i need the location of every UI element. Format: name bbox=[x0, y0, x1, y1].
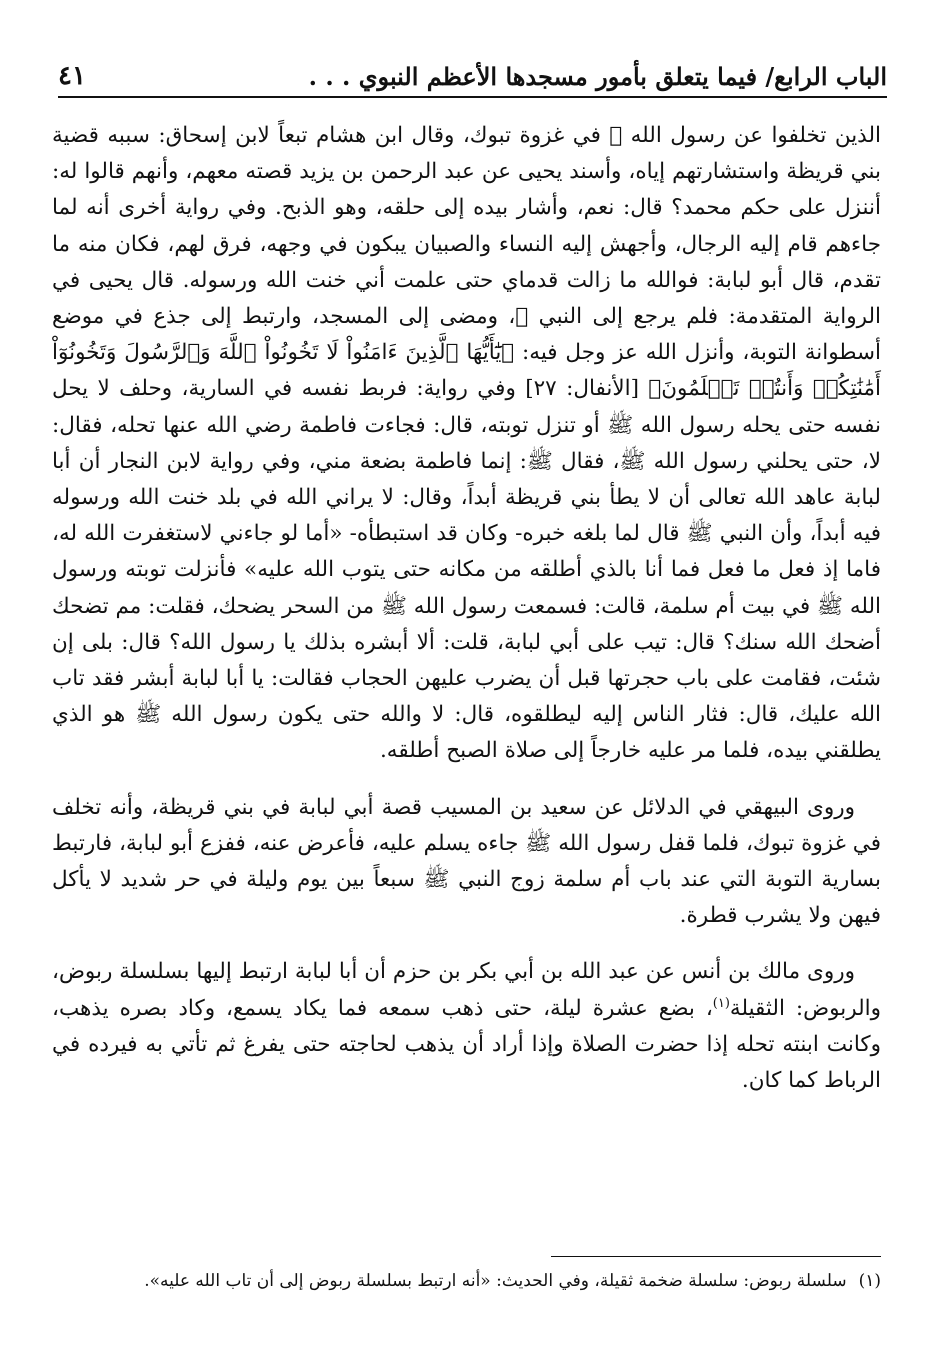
footnote bbox=[60, 1268, 881, 1294]
page-number: ٤١ bbox=[58, 61, 86, 91]
paragraph-1: الذين تخلفوا عن رسول الله ﷺ في غزوة تبوك، وقال ابن هشام تبعاً لابن إسحاق: سببه قضية بني قريظة واستشارتهم إياه، وأسند يحيى عن عبد الرحمن بن يزيد قصته معهم، وأنهم قالوا له: أننزل على حكم محمد؟ قال: نعم، وأشار بيده إلى حلقه، وهو الذبح. وفي رواية أخرى أنه لما جاءهم قام إليه الرجال، وأجهش إليه النساء والصبيان يبكون في وجهه، فرق لهم، فكان منه ما تقدم، قال أبو لبابة: فوالله ما زالت قدماي حتى علمت أني خنت الله ورسوله. قال يحيى في الرواية المتقدمة: فلم يرجع إلى النبي ﷺ، ومضى إلى المسجد، وارتبط إلى جذع في موضع أسطوانة التوبة، وأنزل الله عز وجل فيه: ﴿يَٰٓأَيُّهَا ٱلَّذِينَ ءَامَنُواْ لَا تَخُونُواْ ٱللَّهَ وَٱلرَّسُولَ وَتَخُونُوٓاْ أَمَٰنَٰتِكُمۡ وَأَنتُمۡ تَعۡلَمُونَ﴾ [الأنفال: ٢٧] وفي رواية: فربط نفسه في السارية، وحلف لا يحل نفسه حتى يحله رسول الله ﷺ أو تنزل توبته، قال: فجاءت فاطمة رضي الله عنها تحله، فقال: لا، حتى يحلني رسول الله ﷺ، فقال ﷺ: إنما فاطمة بضعة مني، وفي رواية لابن النجار أن أبا لبابة عاهد الله تعالى أن لا يطأ بني قريظة أبداً، وقال: لا يراني الله في بلد خنت الله ورسوله فيه أبداً، وأن النبي ﷺ قال لما بلغه خبره- وكان قد استبطأه- «أما لو جاءني لاستغفرت الله له، فاما إذ فعل ما فعل فما أنا بالذي أطلقه من مكانه حتى يتوب الله عليه» فأنزلت توبته ورسول الله ﷺ في بيت أم سلمة، قالت: فسمعت رسول الله ﷺ من السحر يضحك، فقلت: مم تضحك أضحك الله سنك؟ قال: تيب على أبي لبابة، قلت: ألا أبشره بذلك يا رسول الله؟ قال: بلى إن شئت، فقامت على باب حجرتها قبل أن يضرب عليهن الحجاب فقالت: يا أبا لبابة أبشر فقد تاب الله عليك، قال: فثار الناس إليه ليطلقوه، قال: لا والله حتى يكون رسول الله ﷺ هو الذي يطلقني بيده، فلما مر عليه خارجاً إلى صلاة الصبح أطلقه. bbox=[52, 123, 881, 764]
footnote-divider bbox=[551, 1256, 881, 1257]
footnote-marker: (١) bbox=[858, 1271, 881, 1291]
main-text bbox=[52, 118, 881, 1099]
paragraph-2: وروى البيهقي في الدلائل عن سعيد بن المسيب قصة أبي لبابة في بني قريظة، وأنه تخلف في غزوة تبوك، فلما قفل رسول الله ﷺ جاءه يسلم عليه، فأعرض عنه، ففزع أبو لبابة، فارتبط بسارية التوبة التي عند باب أم سلمة زوج النبي ﷺ سبعاً بين يوم وليلة في حر شديد لا يأكل فيهن ولا يشرب قطرة. bbox=[52, 794, 881, 929]
paragraph-3 bbox=[52, 954, 881, 1099]
footnote-reference[interactable]: (١) bbox=[712, 995, 730, 1011]
paragraph-3-part-2: ، بضع عشرة ليلة، حتى ذهب سمعه فما يكاد يسمع، وكاد بصره يذهب، وكانت ابنته تحله إذا حضرت الصلاة وإذا أراد أن يذهب لحاجته حتى يفرغ ثم تأتي به فيرده في الرباط كما كان. bbox=[52, 995, 881, 1094]
paragraph-3-part-1: وروى مالك بن أنس عن عبد الله بن أبي بكر بن حزم أن أبا لبابة ارتبط إليها بسلسلة ربوض، والربوض: الثقيلة bbox=[52, 959, 882, 1021]
page-header bbox=[58, 52, 887, 98]
running-title: الباب الرابع/ فيما يتعلق بأمور مسجدها الأعظم النبوي . . . bbox=[308, 62, 887, 91]
footnote-text: سلسلة ربوض: سلسلة ضخمة ثقيلة، وفي الحديث: «أنه ارتبط بسلسلة ربوض إلى أن تاب الله عليه». bbox=[144, 1271, 847, 1291]
